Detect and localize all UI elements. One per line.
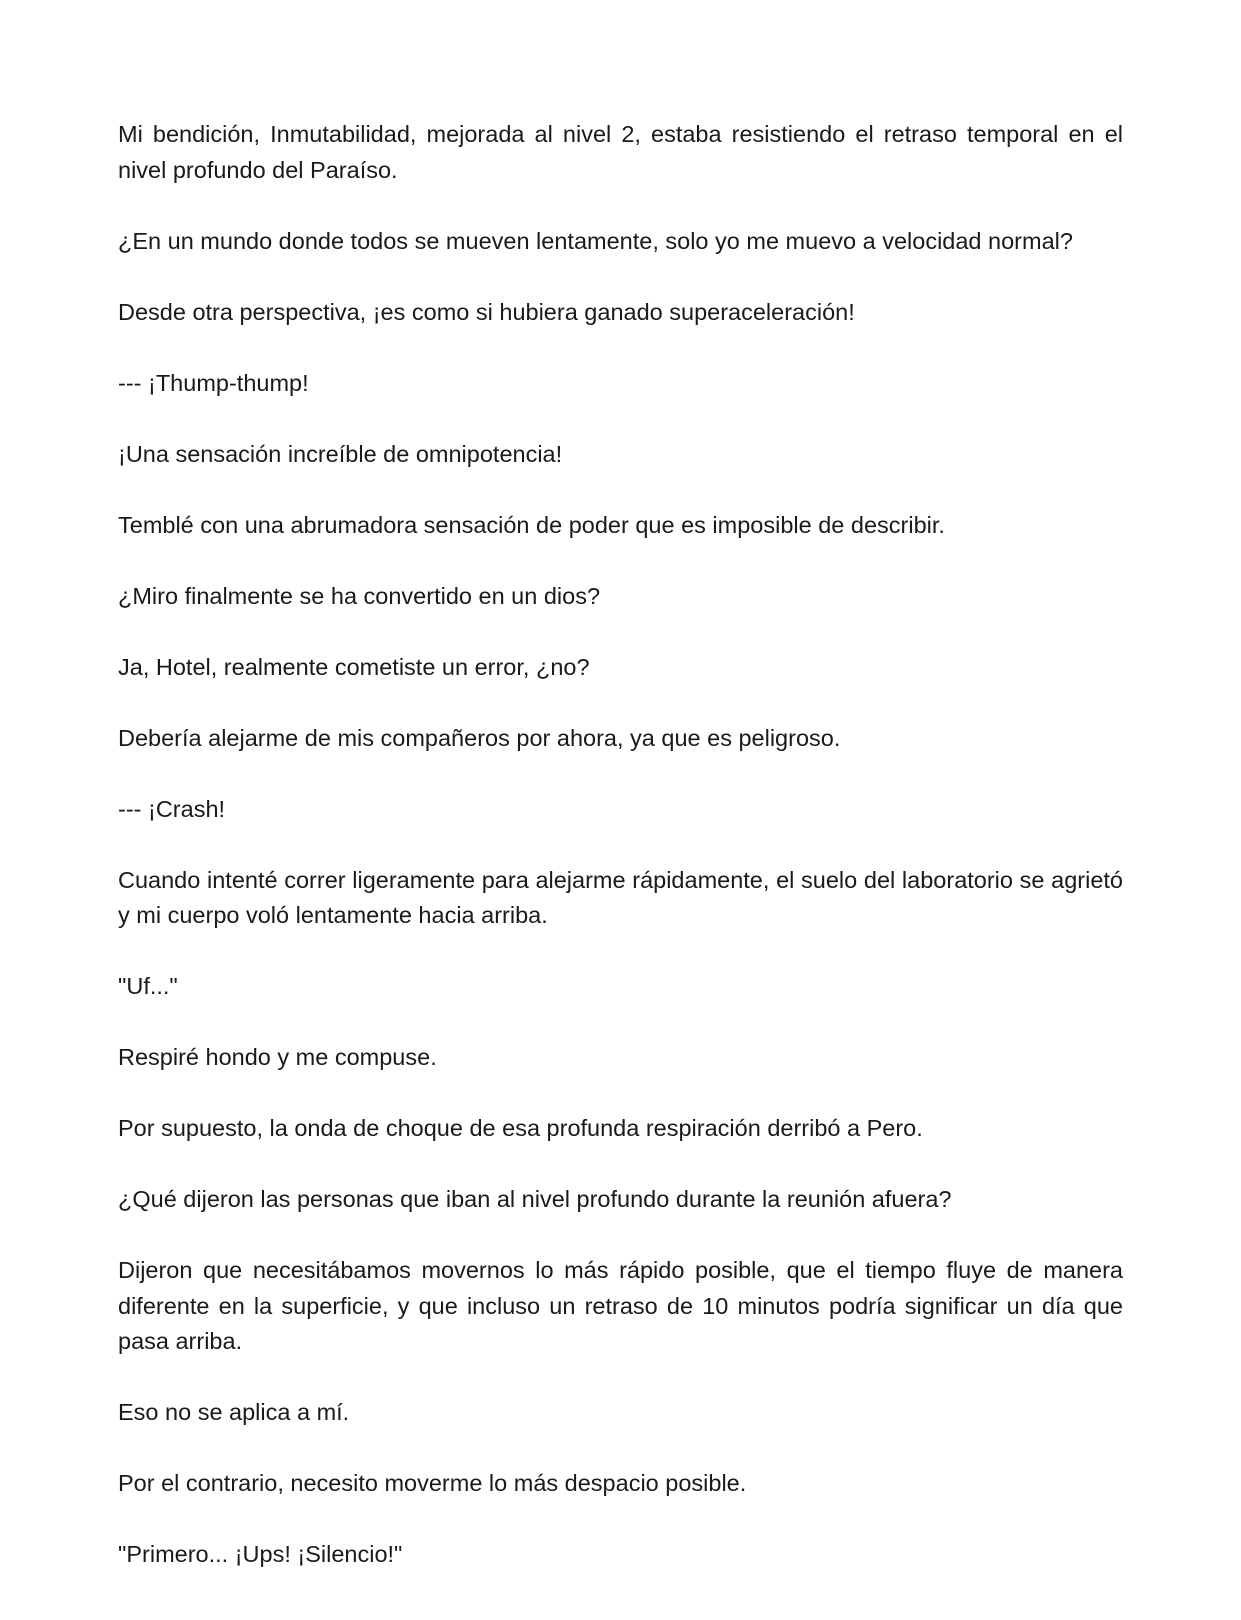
paragraph: ¡Una sensación increíble de omnipotencia!	[118, 440, 563, 467]
paragraph: Ja, Hotel, realmente cometiste un error, ¿no?	[118, 653, 590, 680]
paragraph: Mi bendición, Inmutabilidad, mejorada al nivel 2, estaba resistiendo el retraso temporal en el nivel profundo del Paraíso.	[118, 121, 1123, 183]
paragraph: ¿Miro finalmente se ha convertido en un dios?	[118, 582, 601, 609]
paragraph: Por supuesto, la onda de choque de esa profunda respiración derribó a Pero.	[118, 1115, 923, 1141]
paragraph: Respiré hondo y me compuse.	[118, 1044, 437, 1070]
paragraph: ¿Qué dijeron las personas que iban al nivel profundo durante la reunión afuera?	[118, 1186, 952, 1212]
paragraph: --- ¡Thump-thump!	[118, 369, 309, 396]
paragraph: --- ¡Crash!	[118, 795, 226, 822]
paragraph: Temblé con una abrumadora sensación de poder que es imposible de describir.	[118, 511, 945, 538]
paragraph: Eso no se aplica a mí.	[118, 1399, 350, 1425]
paragraph: ¿En un mundo donde todos se mueven lentamente, solo yo me muevo a velocidad normal?	[118, 227, 1073, 254]
paragraph: Cuando intenté correr ligeramente para alejarme rápidamente, el suelo del laboratorio se agrietó y mi cuerpo voló lentamente hacia arriba.	[118, 866, 1123, 928]
paragraph: "Uf..."	[118, 973, 178, 999]
paragraph: Por el contrario, necesito moverme lo más despacio posible.	[118, 1470, 747, 1496]
paragraph: Debería alejarme de mis compañeros por ahora, ya que es peligroso.	[118, 724, 841, 751]
paragraph: "Primero... ¡Ups! ¡Silencio!"	[118, 1541, 403, 1567]
paragraph: Desde otra perspectiva, ¡es como si hubiera ganado superaceleración!	[118, 298, 855, 325]
document-page	[118, 117, 1123, 1573]
paragraph: Dijeron que necesitábamos movernos lo más rápido posible, que el tiempo fluye de manera diferente en la superficie, y que incluso un retraso de 10 minutos podría significar un día que pasa arriba.	[118, 1257, 1123, 1354]
